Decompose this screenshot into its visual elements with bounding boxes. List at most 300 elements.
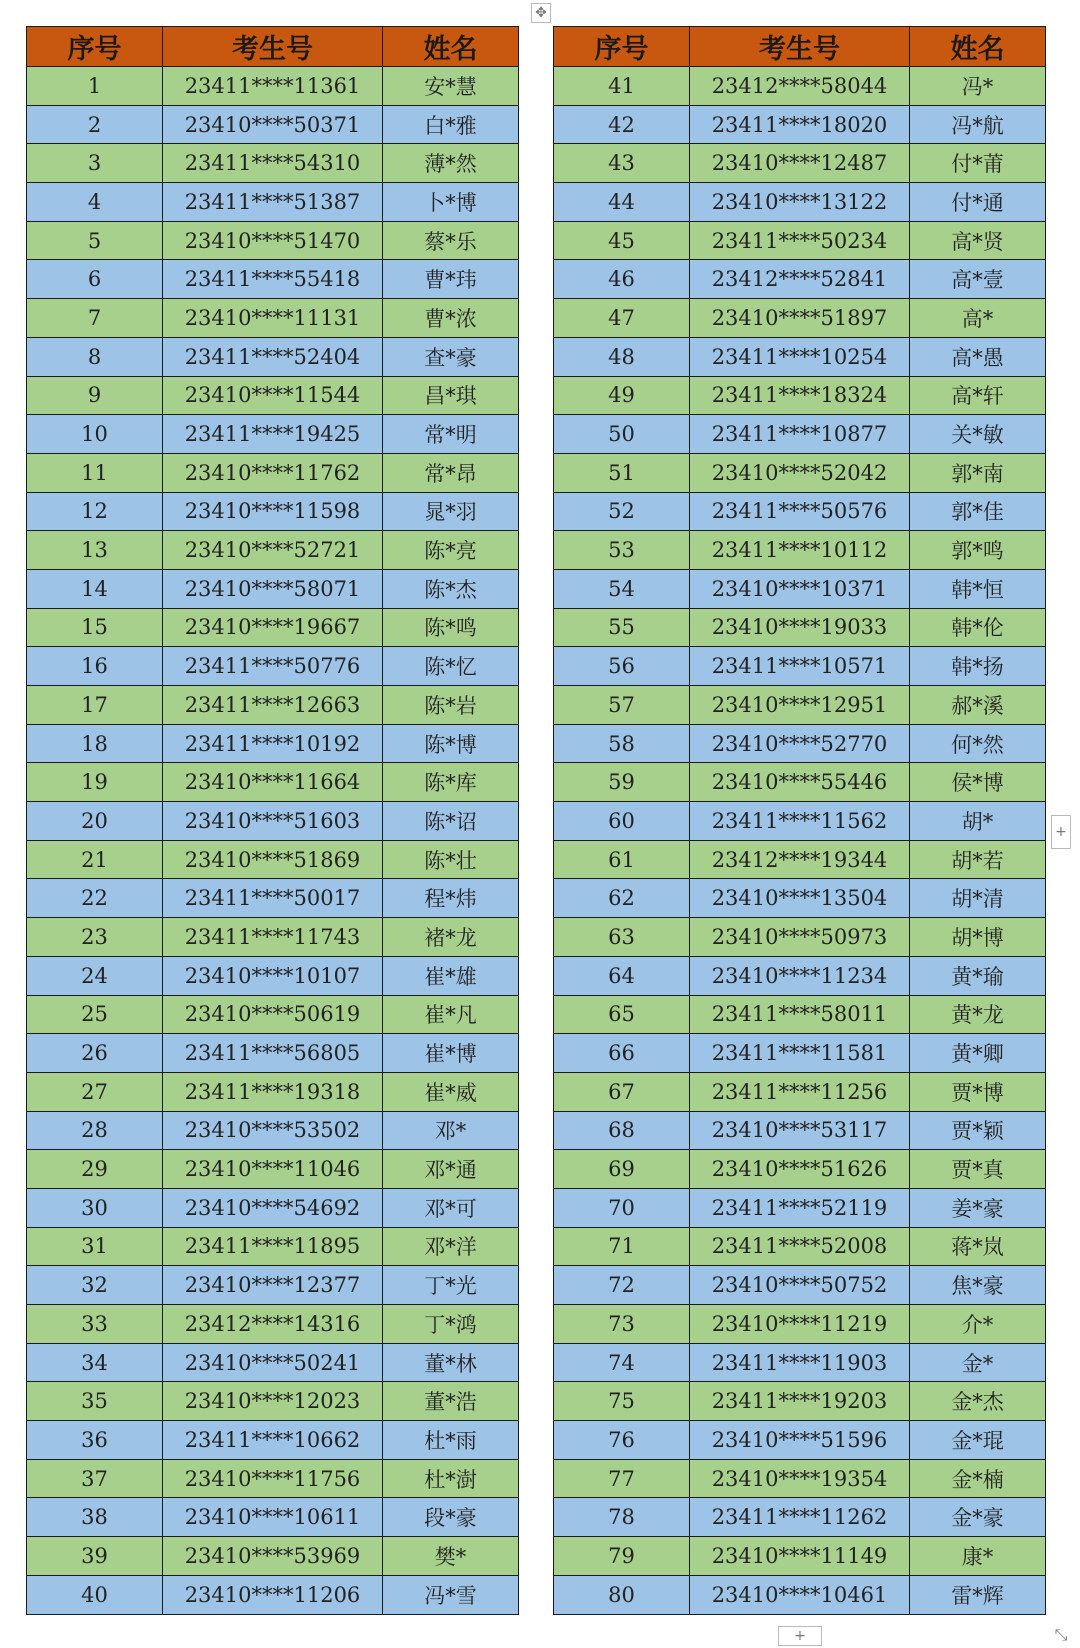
- cell-name[interactable]: 高*轩: [910, 376, 1046, 415]
- table-row: [27, 1072, 519, 1111]
- table-row: [554, 802, 1046, 841]
- table-row: [554, 724, 1046, 763]
- table-row: [27, 67, 519, 106]
- cell-name[interactable]: 冯*: [910, 67, 1046, 106]
- table-row: [554, 956, 1046, 995]
- cell-seq[interactable]: 20: [27, 802, 163, 841]
- cell-exam-id[interactable]: 23411****19318: [163, 1072, 383, 1111]
- cell-seq[interactable]: 57: [554, 686, 690, 725]
- cell-exam-id[interactable]: 23410****19667: [163, 608, 383, 647]
- cell-seq[interactable]: 3: [27, 144, 163, 183]
- cell-seq[interactable]: 34: [27, 1343, 163, 1382]
- cell-name[interactable]: 冯*雪: [383, 1575, 519, 1614]
- cell-name[interactable]: 付*莆: [910, 144, 1046, 183]
- cell-exam-id[interactable]: 23410****53502: [163, 1111, 383, 1150]
- cell-name[interactable]: 胡*: [910, 802, 1046, 841]
- cell-exam-id[interactable]: 23411****11562: [690, 802, 910, 841]
- cell-exam-id[interactable]: 23410****11149: [690, 1537, 910, 1576]
- cell-exam-id[interactable]: 23411****10254: [690, 337, 910, 376]
- cell-seq[interactable]: 25: [27, 995, 163, 1034]
- table-row: [554, 1111, 1046, 1150]
- cell-seq[interactable]: 61: [554, 840, 690, 879]
- cell-name[interactable]: 白*雅: [383, 105, 519, 144]
- table-row: [27, 105, 519, 144]
- cell-seq[interactable]: 75: [554, 1382, 690, 1421]
- cell-seq[interactable]: 16: [27, 647, 163, 686]
- table-row: [554, 299, 1046, 338]
- cell-seq[interactable]: 41: [554, 67, 690, 106]
- cell-exam-id[interactable]: 23411****56805: [163, 1034, 383, 1073]
- table-row: [27, 1382, 519, 1421]
- cell-exam-id[interactable]: 23410****10461: [690, 1575, 910, 1614]
- cell-exam-id[interactable]: 23411****51387: [163, 183, 383, 222]
- cell-name[interactable]: 姜*豪: [910, 1188, 1046, 1227]
- cell-seq[interactable]: 47: [554, 299, 690, 338]
- cell-exam-id[interactable]: 23410****51470: [163, 221, 383, 260]
- cell-name[interactable]: 冯*航: [910, 105, 1046, 144]
- cell-seq[interactable]: 72: [554, 1266, 690, 1305]
- cell-exam-id[interactable]: 23410****11756: [163, 1459, 383, 1498]
- cell-exam-id[interactable]: 23411****18324: [690, 376, 910, 415]
- cell-exam-id[interactable]: 23411****11895: [163, 1227, 383, 1266]
- cell-seq[interactable]: 18: [27, 724, 163, 763]
- cell-seq[interactable]: 35: [27, 1382, 163, 1421]
- cell-seq[interactable]: 32: [27, 1266, 163, 1305]
- table-row: [554, 1188, 1046, 1227]
- cell-seq[interactable]: 45: [554, 221, 690, 260]
- cell-name[interactable]: 董*林: [383, 1343, 519, 1382]
- cell-name[interactable]: 付*通: [910, 183, 1046, 222]
- cell-exam-id[interactable]: 23411****50234: [690, 221, 910, 260]
- cell-exam-id[interactable]: 23411****11256: [690, 1072, 910, 1111]
- table-row: [554, 918, 1046, 957]
- cell-name[interactable]: 贾*颖: [910, 1111, 1046, 1150]
- cell-exam-id[interactable]: 23411****12663: [163, 686, 383, 725]
- cell-exam-id[interactable]: 23411****10877: [690, 415, 910, 454]
- cell-exam-id[interactable]: 23411****18020: [690, 105, 910, 144]
- cell-name[interactable]: 崔*凡: [383, 995, 519, 1034]
- cell-seq[interactable]: 1: [27, 67, 163, 106]
- table-row: [554, 608, 1046, 647]
- cell-seq[interactable]: 49: [554, 376, 690, 415]
- cell-exam-id[interactable]: 23411****54310: [163, 144, 383, 183]
- cell-name[interactable]: 郭*鸣: [910, 531, 1046, 570]
- header-name: 姓名: [383, 27, 519, 67]
- cell-exam-id[interactable]: 23410****11234: [690, 956, 910, 995]
- cell-name[interactable]: 邓*洋: [383, 1227, 519, 1266]
- table-row: [27, 840, 519, 879]
- cell-name[interactable]: 陈*博: [383, 724, 519, 763]
- cell-name[interactable]: 郝*溪: [910, 686, 1046, 725]
- cell-name[interactable]: 薄*然: [383, 144, 519, 183]
- cell-seq[interactable]: 9: [27, 376, 163, 415]
- cell-seq[interactable]: 51: [554, 453, 690, 492]
- cell-exam-id[interactable]: 23410****11544: [163, 376, 383, 415]
- table-row: [27, 376, 519, 415]
- cell-exam-id[interactable]: 23410****53117: [690, 1111, 910, 1150]
- cell-seq[interactable]: 43: [554, 144, 690, 183]
- cell-name[interactable]: 胡*若: [910, 840, 1046, 879]
- cell-name[interactable]: 康*: [910, 1537, 1046, 1576]
- cell-name[interactable]: 丁*鸿: [383, 1305, 519, 1344]
- cell-seq[interactable]: 77: [554, 1459, 690, 1498]
- cell-seq[interactable]: 29: [27, 1150, 163, 1189]
- cell-seq[interactable]: 23: [27, 918, 163, 957]
- cell-seq[interactable]: 38: [27, 1498, 163, 1537]
- cell-seq[interactable]: 74: [554, 1343, 690, 1382]
- cell-exam-id[interactable]: 23411****52008: [690, 1227, 910, 1266]
- cell-name[interactable]: 陈*壮: [383, 840, 519, 879]
- cell-seq[interactable]: 10: [27, 415, 163, 454]
- cell-name[interactable]: 金*琨: [910, 1421, 1046, 1460]
- cell-exam-id[interactable]: 23410****11206: [163, 1575, 383, 1614]
- table-row: [554, 1305, 1046, 1344]
- cell-exam-id[interactable]: 23411****50576: [690, 492, 910, 531]
- header-seq: 序号: [554, 27, 690, 67]
- cell-exam-id[interactable]: 23410****55446: [690, 763, 910, 802]
- table-row: [554, 1227, 1046, 1266]
- cell-exam-id[interactable]: 23410****50973: [690, 918, 910, 957]
- cell-seq[interactable]: 17: [27, 686, 163, 725]
- table-row: [27, 1188, 519, 1227]
- cell-exam-id[interactable]: 23410****51596: [690, 1421, 910, 1460]
- cell-seq[interactable]: 30: [27, 1188, 163, 1227]
- cell-name[interactable]: 樊*: [383, 1537, 519, 1576]
- cell-name[interactable]: 韩*伦: [910, 608, 1046, 647]
- table-row: [554, 1537, 1046, 1576]
- cell-name[interactable]: 高*贤: [910, 221, 1046, 260]
- cell-seq[interactable]: 27: [27, 1072, 163, 1111]
- cell-name[interactable]: 崔*威: [383, 1072, 519, 1111]
- cell-seq[interactable]: 76: [554, 1421, 690, 1460]
- cell-seq[interactable]: 50: [554, 415, 690, 454]
- cell-exam-id[interactable]: 23411****58011: [690, 995, 910, 1034]
- cell-name[interactable]: 邓*通: [383, 1150, 519, 1189]
- table-row: [554, 67, 1046, 106]
- cell-name[interactable]: 郭*南: [910, 453, 1046, 492]
- cell-name[interactable]: 黄*龙: [910, 995, 1046, 1034]
- cell-exam-id[interactable]: 23411****52119: [690, 1188, 910, 1227]
- cell-exam-id[interactable]: 23410****10611: [163, 1498, 383, 1537]
- table-row: [27, 1421, 519, 1460]
- cell-exam-id[interactable]: 23410****11598: [163, 492, 383, 531]
- cell-exam-id[interactable]: 23410****11664: [163, 763, 383, 802]
- cell-seq[interactable]: 11: [27, 453, 163, 492]
- table-row: [27, 1150, 519, 1189]
- cell-name[interactable]: 曹*浓: [383, 299, 519, 338]
- cell-seq[interactable]: 26: [27, 1034, 163, 1073]
- table-row: [554, 531, 1046, 570]
- cell-name[interactable]: 段*豪: [383, 1498, 519, 1537]
- table-row: [27, 221, 519, 260]
- cell-exam-id[interactable]: 23410****12487: [690, 144, 910, 183]
- cell-exam-id[interactable]: 23410****52770: [690, 724, 910, 763]
- cell-exam-id[interactable]: 23410****51626: [690, 1150, 910, 1189]
- cell-seq[interactable]: 13: [27, 531, 163, 570]
- cell-seq[interactable]: 5: [27, 221, 163, 260]
- cell-exam-id[interactable]: 23410****19354: [690, 1459, 910, 1498]
- cell-name[interactable]: 金*: [910, 1343, 1046, 1382]
- cell-name[interactable]: 杜*澍: [383, 1459, 519, 1498]
- cell-exam-id[interactable]: 23410****10107: [163, 956, 383, 995]
- table-row: [27, 299, 519, 338]
- cell-exam-id[interactable]: 23410****11131: [163, 299, 383, 338]
- table-row: [554, 105, 1046, 144]
- cell-name[interactable]: 金*豪: [910, 1498, 1046, 1537]
- cell-name[interactable]: 焦*豪: [910, 1266, 1046, 1305]
- table-row: [554, 221, 1046, 260]
- left-candidate-table: [26, 26, 519, 1615]
- table-row: [27, 1266, 519, 1305]
- cell-exam-id[interactable]: 23410****13504: [690, 879, 910, 918]
- table-row: [554, 647, 1046, 686]
- cell-seq[interactable]: 21: [27, 840, 163, 879]
- cell-seq[interactable]: 60: [554, 802, 690, 841]
- cell-seq[interactable]: 56: [554, 647, 690, 686]
- cell-seq[interactable]: 65: [554, 995, 690, 1034]
- cell-exam-id[interactable]: 23411****11361: [163, 67, 383, 106]
- cell-exam-id[interactable]: 23410****50752: [690, 1266, 910, 1305]
- cell-seq[interactable]: 68: [554, 1111, 690, 1150]
- cell-name[interactable]: 何*然: [910, 724, 1046, 763]
- cell-name[interactable]: 黄*瑜: [910, 956, 1046, 995]
- cell-name[interactable]: 介*: [910, 1305, 1046, 1344]
- cell-name[interactable]: 陈*诏: [383, 802, 519, 841]
- cell-name[interactable]: 蔡*乐: [383, 221, 519, 260]
- cell-seq[interactable]: 46: [554, 260, 690, 299]
- cell-seq[interactable]: 64: [554, 956, 690, 995]
- cell-seq[interactable]: 63: [554, 918, 690, 957]
- table-row: [554, 1382, 1046, 1421]
- cell-name[interactable]: 昌*琪: [383, 376, 519, 415]
- cell-exam-id[interactable]: 23411****19203: [690, 1382, 910, 1421]
- cell-seq[interactable]: 33: [27, 1305, 163, 1344]
- cell-name[interactable]: 侯*博: [910, 763, 1046, 802]
- cell-exam-id[interactable]: 23411****19425: [163, 415, 383, 454]
- table-row: [27, 1034, 519, 1073]
- cell-seq[interactable]: 79: [554, 1537, 690, 1576]
- cell-exam-id[interactable]: 23410****10371: [690, 569, 910, 608]
- cell-exam-id[interactable]: 23410****51869: [163, 840, 383, 879]
- cell-name[interactable]: 常*昂: [383, 453, 519, 492]
- cell-name[interactable]: 韩*恒: [910, 569, 1046, 608]
- cell-seq[interactable]: 8: [27, 337, 163, 376]
- cell-exam-id[interactable]: 23412****14316: [163, 1305, 383, 1344]
- cell-exam-id[interactable]: 23412****58044: [690, 67, 910, 106]
- cell-seq[interactable]: 52: [554, 492, 690, 531]
- cell-exam-id[interactable]: 23410****51603: [163, 802, 383, 841]
- cell-exam-id[interactable]: 23411****50017: [163, 879, 383, 918]
- cell-name[interactable]: 贾*博: [910, 1072, 1046, 1111]
- cell-name[interactable]: 查*豪: [383, 337, 519, 376]
- cell-seq[interactable]: 48: [554, 337, 690, 376]
- table-row: [27, 802, 519, 841]
- cell-name[interactable]: 邓*: [383, 1111, 519, 1150]
- cell-exam-id[interactable]: 23411****10112: [690, 531, 910, 570]
- cell-name[interactable]: 卜*博: [383, 183, 519, 222]
- cell-name[interactable]: 晁*羽: [383, 492, 519, 531]
- table-row: [27, 183, 519, 222]
- table-row: [554, 1421, 1046, 1460]
- cell-exam-id[interactable]: 23412****19344: [690, 840, 910, 879]
- cell-exam-id[interactable]: 23410****11762: [163, 453, 383, 492]
- cell-name[interactable]: 郭*佳: [910, 492, 1046, 531]
- cell-exam-id[interactable]: 23411****10662: [163, 1421, 383, 1460]
- cell-exam-id[interactable]: 23411****11262: [690, 1498, 910, 1537]
- cell-seq[interactable]: 2: [27, 105, 163, 144]
- cell-seq[interactable]: 40: [27, 1575, 163, 1614]
- table-row: [554, 1266, 1046, 1305]
- add-column-plus-icon[interactable]: +: [1051, 815, 1071, 849]
- cell-exam-id[interactable]: 23410****12951: [690, 686, 910, 725]
- cell-seq[interactable]: 53: [554, 531, 690, 570]
- table-row: [554, 1072, 1046, 1111]
- cell-seq[interactable]: 70: [554, 1188, 690, 1227]
- cell-exam-id[interactable]: 23411****11743: [163, 918, 383, 957]
- cell-seq[interactable]: 6: [27, 260, 163, 299]
- cell-seq[interactable]: 78: [554, 1498, 690, 1537]
- header-name: 姓名: [910, 27, 1046, 67]
- cell-name[interactable]: 胡*清: [910, 879, 1046, 918]
- table-row: [27, 569, 519, 608]
- cell-name[interactable]: 程*炜: [383, 879, 519, 918]
- cell-name[interactable]: 关*敏: [910, 415, 1046, 454]
- table-row: [27, 1537, 519, 1576]
- cell-name[interactable]: 贾*真: [910, 1150, 1046, 1189]
- cell-seq[interactable]: 58: [554, 724, 690, 763]
- cell-name[interactable]: 常*明: [383, 415, 519, 454]
- cell-name[interactable]: 陈*岩: [383, 686, 519, 725]
- table-row: [27, 763, 519, 802]
- cell-seq[interactable]: 36: [27, 1421, 163, 1460]
- cell-exam-id[interactable]: 23410****50371: [163, 105, 383, 144]
- cell-exam-id[interactable]: 23411****52404: [163, 337, 383, 376]
- table-row: [554, 183, 1046, 222]
- cell-name[interactable]: 蒋*岚: [910, 1227, 1046, 1266]
- cell-exam-id[interactable]: 23410****11046: [163, 1150, 383, 1189]
- cell-exam-id[interactable]: 23410****12377: [163, 1266, 383, 1305]
- cell-seq[interactable]: 59: [554, 763, 690, 802]
- cell-seq[interactable]: 7: [27, 299, 163, 338]
- cell-exam-id[interactable]: 23410****13122: [690, 183, 910, 222]
- cell-exam-id[interactable]: 23411****50776: [163, 647, 383, 686]
- cell-exam-id[interactable]: 23410****12023: [163, 1382, 383, 1421]
- cell-seq[interactable]: 14: [27, 569, 163, 608]
- cell-exam-id[interactable]: 23410****54692: [163, 1188, 383, 1227]
- cell-name[interactable]: 雷*辉: [910, 1575, 1046, 1614]
- cell-exam-id[interactable]: 23410****53969: [163, 1537, 383, 1576]
- cell-seq[interactable]: 12: [27, 492, 163, 531]
- cell-name[interactable]: 高*: [910, 299, 1046, 338]
- table-row: [554, 453, 1046, 492]
- table-row: [554, 492, 1046, 531]
- table-move-handle-icon[interactable]: ✥: [531, 3, 551, 23]
- cell-seq[interactable]: 69: [554, 1150, 690, 1189]
- cell-name[interactable]: 韩*扬: [910, 647, 1046, 686]
- cell-exam-id[interactable]: 23410****50619: [163, 995, 383, 1034]
- cell-name[interactable]: 安*慧: [383, 67, 519, 106]
- cell-name[interactable]: 陈*库: [383, 763, 519, 802]
- cell-name[interactable]: 杜*雨: [383, 1421, 519, 1460]
- cell-exam-id[interactable]: 23411****11581: [690, 1034, 910, 1073]
- cell-exam-id[interactable]: 23411****11903: [690, 1343, 910, 1382]
- cell-seq[interactable]: 37: [27, 1459, 163, 1498]
- cell-exam-id[interactable]: 23410****50241: [163, 1343, 383, 1382]
- cell-name[interactable]: 邓*可: [383, 1188, 519, 1227]
- cell-seq[interactable]: 42: [554, 105, 690, 144]
- cell-seq[interactable]: 54: [554, 569, 690, 608]
- table-header-row: [554, 27, 1046, 67]
- cell-seq[interactable]: 28: [27, 1111, 163, 1150]
- cell-seq[interactable]: 73: [554, 1305, 690, 1344]
- cell-name[interactable]: 陈*杰: [383, 569, 519, 608]
- cell-seq[interactable]: 55: [554, 608, 690, 647]
- cell-exam-id[interactable]: 23411****10192: [163, 724, 383, 763]
- cell-name[interactable]: 褚*龙: [383, 918, 519, 957]
- cell-name[interactable]: 胡*博: [910, 918, 1046, 957]
- cell-name[interactable]: 陈*鸣: [383, 608, 519, 647]
- table-row: [27, 1459, 519, 1498]
- cell-name[interactable]: 曹*玮: [383, 260, 519, 299]
- cell-name[interactable]: 丁*光: [383, 1266, 519, 1305]
- cell-seq[interactable]: 62: [554, 879, 690, 918]
- cell-name[interactable]: 陈*亮: [383, 531, 519, 570]
- table-row: [27, 453, 519, 492]
- cell-name[interactable]: 陈*忆: [383, 647, 519, 686]
- cell-name[interactable]: 崔*雄: [383, 956, 519, 995]
- cell-seq[interactable]: 24: [27, 956, 163, 995]
- cell-name[interactable]: 黄*卿: [910, 1034, 1046, 1073]
- cell-exam-id[interactable]: 23410****51897: [690, 299, 910, 338]
- cell-seq[interactable]: 22: [27, 879, 163, 918]
- cell-seq[interactable]: 66: [554, 1034, 690, 1073]
- cell-seq[interactable]: 67: [554, 1072, 690, 1111]
- cell-seq[interactable]: 15: [27, 608, 163, 647]
- table-resize-icon[interactable]: ⤡: [1052, 1626, 1070, 1644]
- table-row: [27, 608, 519, 647]
- cell-name[interactable]: 董*浩: [383, 1382, 519, 1421]
- table-row: [27, 337, 519, 376]
- cell-exam-id[interactable]: 23411****10571: [690, 647, 910, 686]
- table-row: [554, 879, 1046, 918]
- cell-seq[interactable]: 39: [27, 1537, 163, 1576]
- cell-exam-id[interactable]: 23411****55418: [163, 260, 383, 299]
- cell-exam-id[interactable]: 23410****11219: [690, 1305, 910, 1344]
- cell-exam-id[interactable]: 23412****52841: [690, 260, 910, 299]
- cell-exam-id[interactable]: 23410****52042: [690, 453, 910, 492]
- table-row: [554, 415, 1046, 454]
- cell-name[interactable]: 崔*博: [383, 1034, 519, 1073]
- cell-seq[interactable]: 4: [27, 183, 163, 222]
- cell-name[interactable]: 高*壹: [910, 260, 1046, 299]
- cell-exam-id[interactable]: 23410****52721: [163, 531, 383, 570]
- cell-seq[interactable]: 71: [554, 1227, 690, 1266]
- table-row: [554, 144, 1046, 183]
- cell-name[interactable]: 高*愚: [910, 337, 1046, 376]
- add-row-plus-icon[interactable]: +: [778, 1626, 822, 1646]
- table-row: [554, 1150, 1046, 1189]
- cell-name[interactable]: 金*杰: [910, 1382, 1046, 1421]
- cell-seq[interactable]: 44: [554, 183, 690, 222]
- cell-name[interactable]: 金*楠: [910, 1459, 1046, 1498]
- cell-seq[interactable]: 19: [27, 763, 163, 802]
- cell-exam-id[interactable]: 23410****19033: [690, 608, 910, 647]
- cell-exam-id[interactable]: 23410****58071: [163, 569, 383, 608]
- cell-seq[interactable]: 80: [554, 1575, 690, 1614]
- cell-seq[interactable]: 31: [27, 1227, 163, 1266]
- table-row: [554, 1459, 1046, 1498]
- table-row: [554, 569, 1046, 608]
